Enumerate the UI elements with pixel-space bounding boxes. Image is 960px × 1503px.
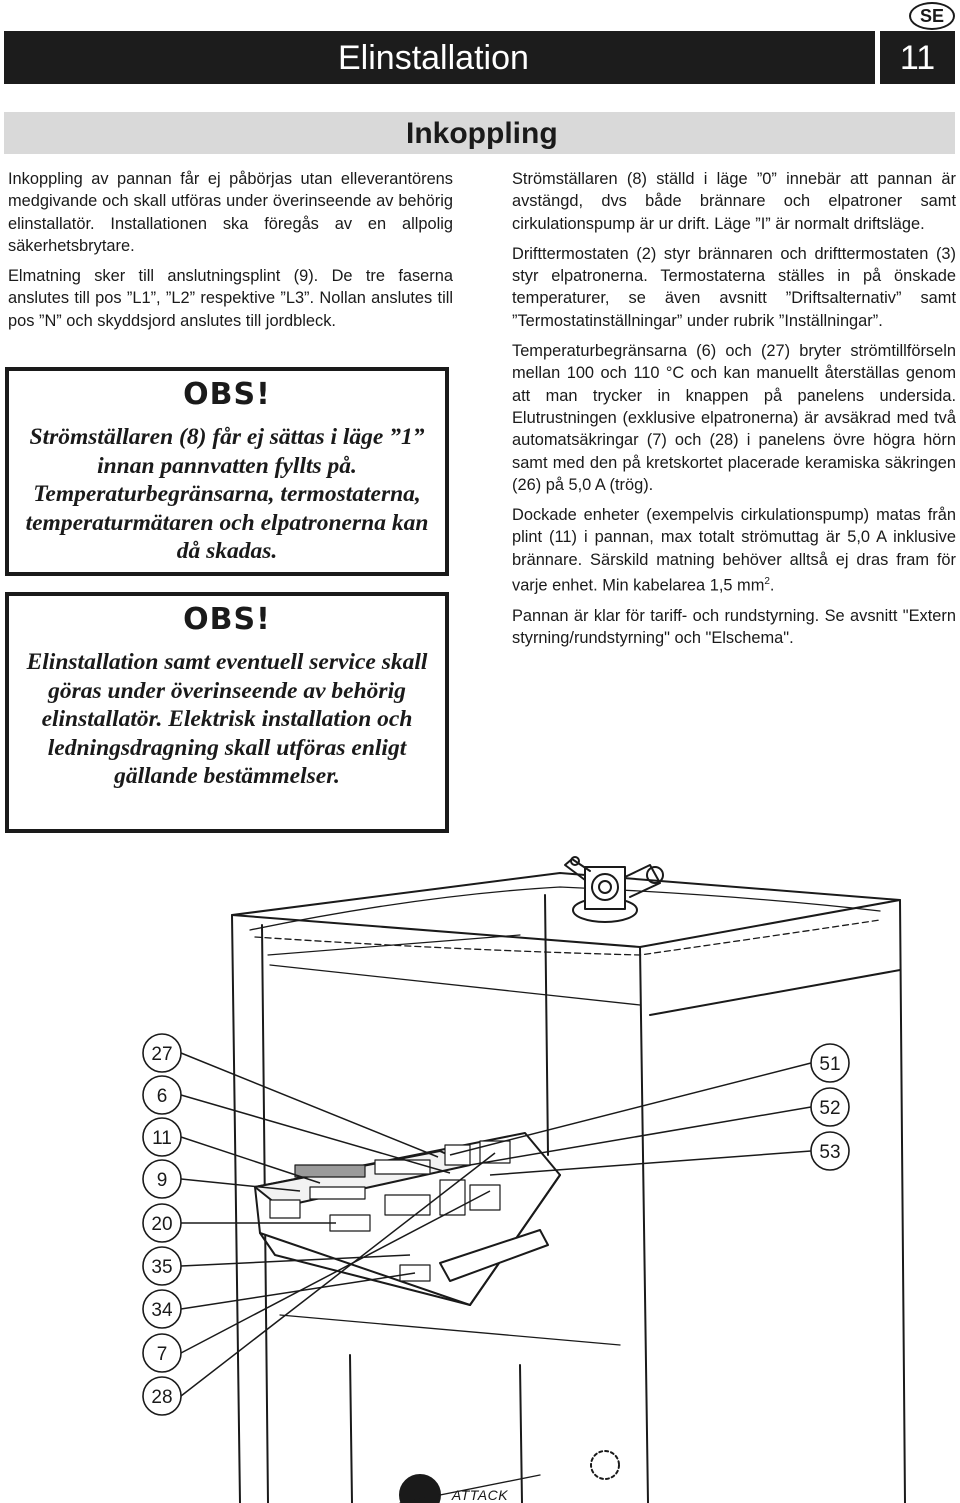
warning-box [5, 592, 449, 833]
superscript: 2 [764, 576, 770, 588]
callout-53 [811, 1132, 849, 1170]
callout-34 [143, 1290, 181, 1328]
section-title: Inkoppling [406, 117, 558, 150]
paragraph-text: Dockade enheter (exempelvis cirkulationspump) matas från plint (11) i pannan, max totalt strömuttag är 5,0 A inklusive brännare. Särskild matning behöver alltså ej dras fram för varje enhet. Min kabelarea 1,5 mm [512, 506, 956, 595]
callout-label: 34 [151, 1300, 173, 1321]
left-column [8, 168, 453, 340]
warning-heading: OBS! [183, 602, 271, 637]
callout-label: 52 [819, 1098, 841, 1119]
callout-label: 35 [151, 1257, 173, 1278]
section-header [4, 112, 955, 154]
callout-20 [143, 1204, 181, 1242]
callout-label: 53 [819, 1142, 841, 1163]
callout-label: 27 [151, 1044, 173, 1065]
warning-box [5, 367, 449, 576]
right-callouts [811, 1044, 849, 1170]
paragraph-suffix: . [769, 576, 775, 595]
callout-label: 6 [156, 1086, 168, 1107]
right-column [512, 168, 956, 657]
paragraph: Pannan är klar för tariff- och rundstyrning. Se avsnitt "Extern styrning/rundstyrning" och "Elschema". [512, 606, 956, 648]
warning-text: Elinstallation samt eventuell service skall göras under överinseende av behörig elinstallatör. Elektrisk installation och ledningsdragning skall utföras enligt gällande bestämmelser. [26, 649, 428, 789]
left-callouts [143, 1034, 181, 1415]
paragraph: Drifttermostaten (2) styr brännaren och drifttermostaten (3) styr elpatronerna. Termostaterna ställes in på önskade temperaturer, se även avsnitt ”Driftsalternativ” samt ”Termostatinställningar” under rubrik ”Inställningar”. [512, 244, 956, 330]
footer-brand: ATTACK [451, 1487, 509, 1503]
callout-label: 28 [151, 1387, 173, 1408]
language-badge: SE [909, 2, 955, 30]
boiler-illustration [0, 835, 960, 1503]
paragraph: Temperaturbegränsarna (6) och (27) bryter strömtillförseln mellan 100 och 110 °C och kan manuellt återställas genom att man trycker in knappen på panelens undersida. Elutrustningen (exklusive elpatronerna) är avsäkrad med två automatsäkringar (7) och (28) i panelens övre högra hörn samt med den på kretskortet placerade keramiska säkringen (26) på 5,0 A (trög). [512, 342, 956, 494]
paragraph: Inkoppling av pannan får ej påbörjas utan elleverantörens medgivande och skall utföras under överinseende av behörig elinstallatör. Installationen ska föregås av en allpolig säkerhetsbrytare. [8, 170, 453, 255]
callout-35 [143, 1247, 181, 1285]
callout-label: 9 [156, 1170, 168, 1191]
callout-label: 11 [152, 1128, 172, 1149]
paragraph [512, 504, 956, 597]
warning-heading: OBS! [183, 377, 271, 412]
paragraph: Elmatning sker till anslutningsplint (9). De tre faserna anslutes till pos ”L1”, ”L2” respektive ”L3”. Nollan anslutes till pos ”N” och skyddsjord anslutes till jordbleck. [8, 267, 453, 330]
page-number: 11 [899, 39, 936, 77]
callout-51 [811, 1044, 849, 1082]
callout-9 [143, 1160, 181, 1198]
callout-28 [143, 1377, 181, 1415]
callout-label: 51 [819, 1054, 841, 1075]
callout-label: 7 [156, 1344, 168, 1365]
callout-6 [143, 1076, 181, 1114]
chapter-title: Elinstallation [338, 39, 529, 77]
callout-7 [143, 1334, 181, 1372]
callout-52 [811, 1088, 849, 1126]
callout-label: 20 [151, 1214, 173, 1235]
warning-text: Strömställaren (8) får ej sättas i läge ”1” innan pannvatten fyllts på. Temperaturbegränsarna, termostaterna, temperaturmätaren och elpatronerna kan då skadas. [25, 424, 429, 564]
callout-11 [143, 1118, 181, 1156]
boiler-drawing [232, 857, 905, 1503]
callout-27 [143, 1034, 181, 1072]
paragraph: Strömställaren (8) ställd i läge ”0” innebär att pannan är avstängd, dvs både brännare och elpatroner samt cirkulationspump är ur drift. Läge ”I” är normalt driftsläge. [512, 170, 956, 233]
chapter-header [4, 31, 955, 84]
